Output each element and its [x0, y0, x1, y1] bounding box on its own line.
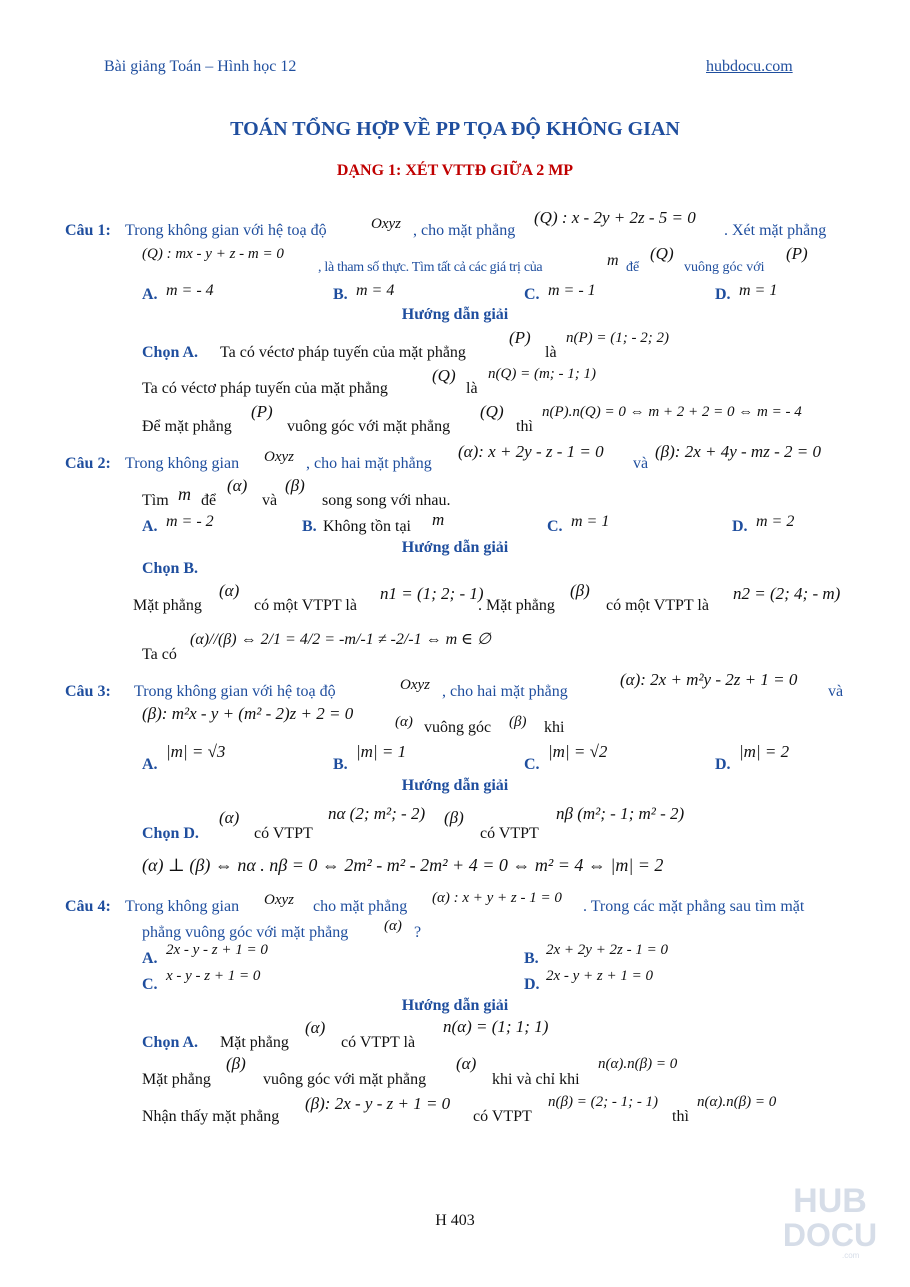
option-d-label: D. — [524, 976, 540, 993]
solution-text: có VTPT — [473, 1108, 532, 1125]
question-text: khi — [544, 719, 565, 736]
math-expr: (α) — [219, 581, 240, 600]
option-a-label: A. — [142, 518, 158, 535]
choose-answer: Chọn B. — [142, 560, 199, 577]
question-text: . Trong các mặt phẳng sau tìm mặt — [583, 898, 805, 915]
question-text: , cho hai mặt phẳng — [442, 683, 568, 700]
question-text: cho mặt phẳng — [313, 898, 408, 915]
question-text: , cho hai mặt phẳng — [306, 455, 432, 472]
option-a: |m| = √3 — [166, 742, 226, 761]
option-d-label: D. — [715, 286, 731, 303]
option-c: x - y - z + 1 = 0 — [166, 968, 261, 984]
solution-text: Ta có véctơ pháp tuyến của mặt phẳng — [220, 344, 466, 361]
math-expr: (α) — [305, 1018, 326, 1037]
math-expr: (β) — [570, 581, 590, 600]
solution-text: có VTPT — [480, 825, 539, 842]
option-b-label: B. — [333, 286, 348, 303]
math-expr: m — [607, 252, 619, 269]
solution-text: là — [545, 344, 557, 361]
math-expr: n(P).n(Q) = 0 ⇔ m + 2 + 2 = 0 ⇔ m = - 4 — [542, 404, 802, 420]
math-expr: (α): 2x + m²y - 2z + 1 = 0 — [620, 670, 798, 689]
page-number: H 403 — [435, 1212, 475, 1229]
math-expr: n2 = (2; 4; - m) — [733, 584, 841, 603]
option-b-math: m — [432, 510, 445, 529]
option-d: m = 2 — [756, 513, 795, 530]
option-d: 2x - y + z + 1 = 0 — [546, 968, 654, 984]
question-text: vuông góc — [424, 719, 492, 736]
section-subtitle: DẠNG 1: XÉT VTTĐ GIỮA 2 MP — [336, 162, 574, 179]
option-d-label: D. — [715, 756, 731, 773]
math-expr: (α) ⊥ (β) ⇔ nα . nβ = 0 ⇔ 2m² - m² - 2m² + 4 = 0 ⇔ m² = 4 ⇔ |m| = 2 — [142, 855, 664, 875]
math-expr: n(Q) = (m; - 1; 1) — [488, 366, 597, 382]
math-expr: (α) — [227, 476, 248, 495]
question-text: để — [201, 492, 217, 509]
solution-text: Ta có — [142, 646, 177, 663]
option-d-label: D. — [732, 518, 748, 535]
solution-text: thì — [516, 418, 533, 435]
math-expr: (β) — [444, 808, 464, 827]
option-b: Không tồn tại — [323, 518, 411, 535]
question-label: Câu 1: — [65, 222, 111, 239]
solution-heading: Hướng dẫn giải — [401, 777, 509, 794]
solution-text: Nhận thấy mặt phẳng — [142, 1108, 280, 1125]
option-a: m = - 4 — [166, 282, 214, 299]
math-expr: Oxyz — [371, 216, 401, 232]
question-text: vuông góc với — [684, 260, 765, 275]
solution-text: có một VTPT là — [606, 597, 709, 614]
header-left: Bài giảng Toán – Hình học 12 — [104, 58, 297, 75]
math-expr: Oxyz — [264, 449, 294, 465]
question-text: phẳng vuông góc với mặt phẳng — [142, 924, 349, 941]
question-text: Trong không gian — [125, 898, 240, 915]
solution-text: Ta có véctơ pháp tuyến của mặt phẳng — [142, 380, 388, 397]
question-text: Tìm — [142, 492, 169, 509]
math-expr: n(α).n(β) = 0 — [697, 1094, 777, 1110]
logo-text-2: DOCU — [782, 1217, 878, 1253]
solution-text: Mặt phẳng — [220, 1034, 289, 1051]
question-label: Câu 3: — [65, 683, 111, 700]
hubdocu-logo — [780, 1180, 880, 1260]
question-text: và — [262, 492, 278, 509]
math-expr: (P) — [786, 244, 808, 263]
solution-text: là — [466, 380, 478, 397]
math-expr: (α) — [384, 918, 402, 934]
math-expr: (P) — [509, 328, 531, 347]
choose-answer: Chọn A. — [142, 344, 199, 361]
math-expr: (α): x + 2y - z - 1 = 0 — [458, 442, 604, 461]
option-c-label: C. — [142, 976, 158, 993]
question-text: song song với nhau. — [322, 492, 451, 509]
option-c: m = - 1 — [548, 282, 596, 299]
logo-text-1: HUB — [793, 1182, 867, 1220]
math-expr: n(α).n(β) = 0 — [598, 1056, 678, 1072]
option-c-label: C. — [524, 286, 540, 303]
option-b: 2x + 2y + 2z - 1 = 0 — [546, 942, 669, 958]
question-text: , cho mặt phẳng — [413, 222, 516, 239]
question-text: và — [828, 683, 844, 700]
math-expr: (β) — [285, 476, 305, 495]
option-a-label: A. — [142, 950, 158, 967]
solution-text: . Mặt phẳng — [478, 597, 555, 614]
math-expr: n(α) = (1; 1; 1) — [443, 1017, 549, 1036]
option-a-label: A. — [142, 756, 158, 773]
math-expr: (Q) — [480, 402, 504, 421]
option-b-label: B. — [524, 950, 539, 967]
option-a-label: A. — [142, 286, 158, 303]
math-expr: (β): 2x + 4y - mz - 2 = 0 — [655, 442, 821, 461]
math-expr: (Q) : x - 2y + 2z - 5 = 0 — [534, 208, 696, 227]
math-expr: Oxyz — [400, 677, 430, 693]
solution-text: Để mặt phẳng — [142, 418, 232, 435]
header-link[interactable]: hubdocu.com — [706, 58, 793, 75]
solution-text: Mặt phẳng — [133, 597, 202, 614]
choose-answer: Chọn D. — [142, 825, 199, 842]
solution-heading: Hướng dẫn giải — [401, 306, 509, 323]
solution-text: Mặt phẳng — [142, 1071, 211, 1088]
math-expr: (β): 2x - y - z + 1 = 0 — [305, 1094, 451, 1113]
solution-text: vuông góc với mặt phẳng — [287, 418, 451, 435]
question-text: . Xét mặt phẳng — [724, 222, 827, 239]
math-expr: (α) — [219, 808, 240, 827]
solution-text: thì — [672, 1108, 689, 1125]
question-text: Trong không gian với hệ toạ độ — [134, 683, 336, 700]
math-expr: (α) — [456, 1054, 477, 1073]
logo-text-3: .com — [842, 1251, 860, 1260]
math-expr: (β) — [509, 714, 527, 730]
option-c: |m| = √2 — [548, 742, 608, 761]
option-b: |m| = 1 — [356, 742, 407, 761]
option-a: m = - 2 — [166, 513, 214, 530]
math-expr: (P) — [251, 402, 273, 421]
question-label: Câu 2: — [65, 455, 111, 472]
math-expr: nβ (m²; - 1; m² - 2) — [556, 804, 685, 823]
choose-answer: Chọn A. — [142, 1034, 199, 1051]
math-expr: (Q) — [650, 244, 674, 263]
question-label: Câu 4: — [65, 898, 111, 915]
solution-text: khi và chỉ khi — [492, 1071, 580, 1088]
math-expr: (Q) : mx - y + z - m = 0 — [142, 246, 284, 262]
question-text: , là tham số thực. Tìm tất cả các giá trị của — [318, 260, 543, 275]
solution-text: vuông góc với mặt phẳng — [263, 1071, 427, 1088]
option-a: 2x - y - z + 1 = 0 — [166, 942, 268, 958]
math-expr: n(β) = (2; - 1; - 1) — [548, 1094, 659, 1110]
option-b-label: B. — [302, 518, 317, 535]
math-expr: Oxyz — [264, 892, 294, 908]
option-b: m = 4 — [356, 282, 395, 299]
option-c-label: C. — [524, 756, 540, 773]
math-expr: (Q) — [432, 366, 456, 385]
question-text: để — [626, 260, 640, 275]
question-text: ? — [414, 924, 422, 941]
option-c-label: C. — [547, 518, 563, 535]
math-expr: (α)//(β) ⇔ 2/1 = 4/2 = -m/-1 ≠ -2/-1 ⇔ m ∈ ∅ — [190, 631, 491, 648]
page-title: TOÁN TỔNG HỢP VỀ PP TỌA ĐỘ KHÔNG GIAN — [230, 118, 680, 140]
math-expr: (β): m²x - y + (m² - 2)z + 2 = 0 — [142, 704, 354, 723]
math-expr: (α) : x + y + z - 1 = 0 — [432, 890, 562, 906]
math-expr: m — [178, 484, 191, 504]
logo-icon — [780, 1180, 880, 1260]
solution-text: có VTPT là — [341, 1034, 416, 1051]
solution-text: có VTPT — [254, 825, 313, 842]
math-expr: n1 = (1; 2; - 1) — [380, 584, 484, 603]
math-expr: nα (2; m²; - 2) — [328, 804, 426, 823]
question-text: Trong không gian — [125, 455, 240, 472]
solution-text: có một VTPT là — [254, 597, 357, 614]
solution-heading: Hướng dẫn giải — [401, 997, 509, 1014]
option-c: m = 1 — [571, 513, 610, 530]
question-text: Trong không gian với hệ toạ độ — [125, 222, 327, 239]
math-expr: (β) — [226, 1054, 246, 1073]
solution-heading: Hướng dẫn giải — [401, 539, 509, 556]
question-text: và — [633, 455, 649, 472]
math-expr: n(P) = (1; - 2; 2) — [566, 330, 670, 346]
option-d: |m| = 2 — [739, 742, 790, 761]
math-expr: (α) — [395, 714, 413, 730]
option-d: m = 1 — [739, 282, 778, 299]
option-b-label: B. — [333, 756, 348, 773]
